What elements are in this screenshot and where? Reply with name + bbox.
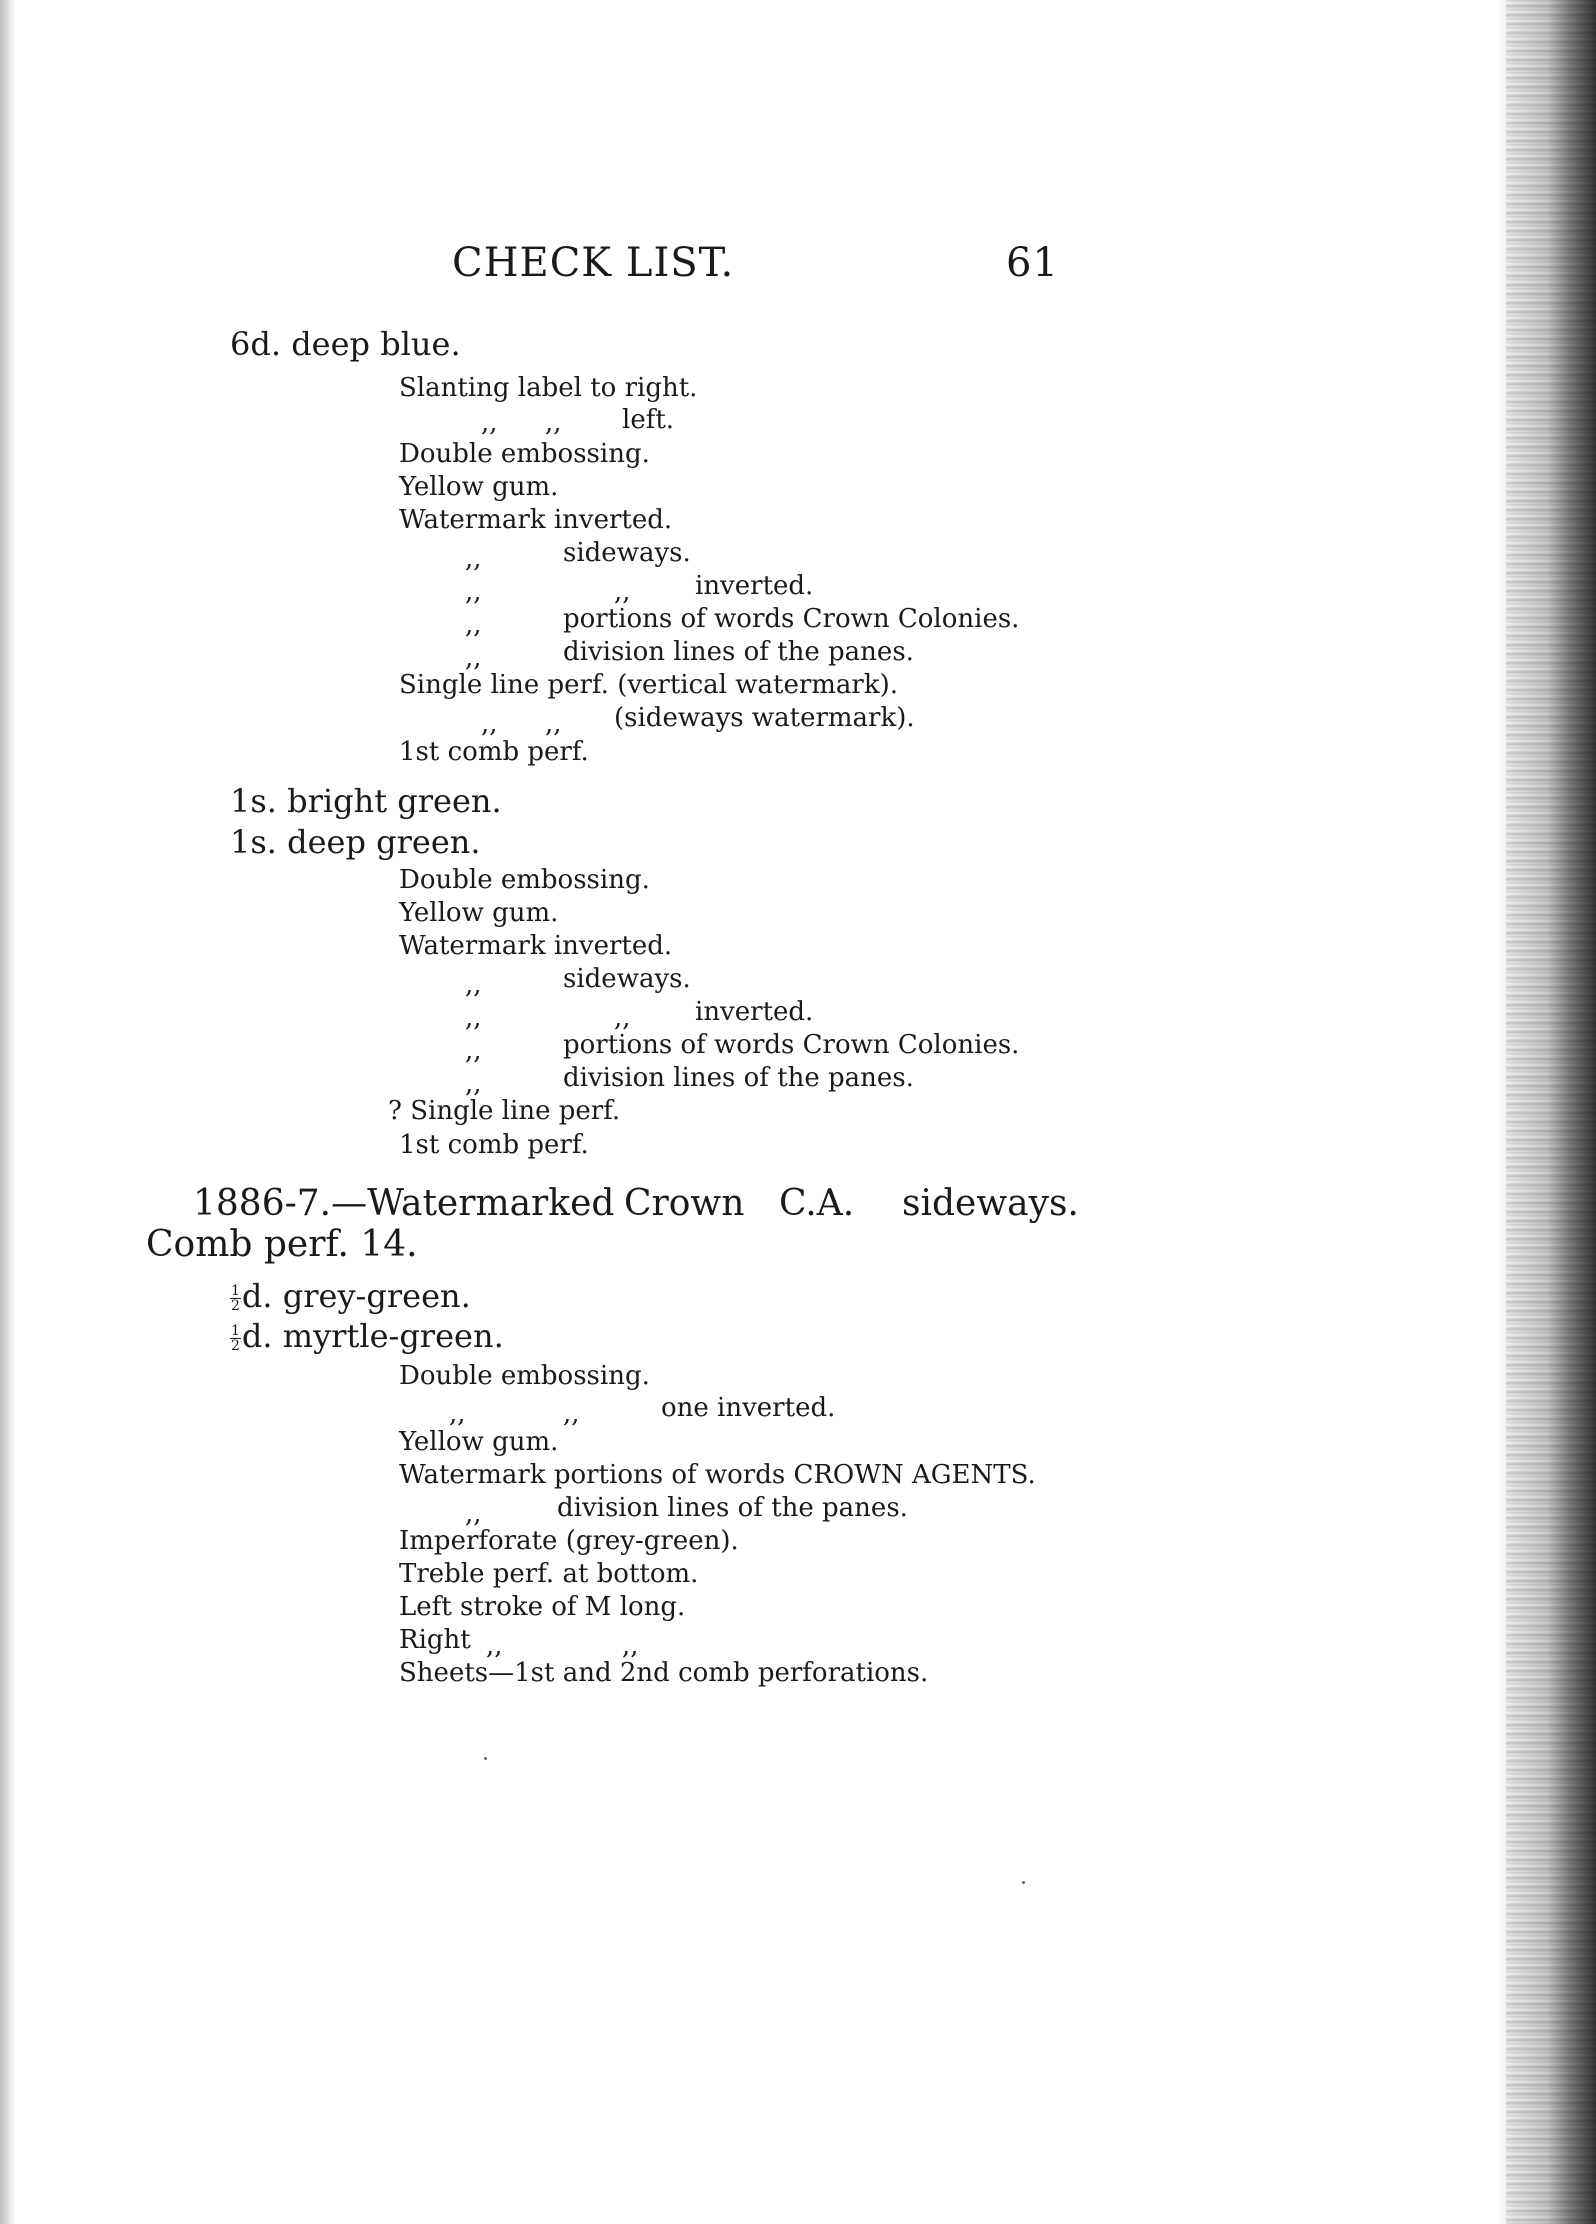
scan-speck (484, 1757, 487, 1760)
variety-line: left. (622, 405, 675, 435)
entry-6d-deep-blue-title: 6d. deep blue. (230, 325, 461, 363)
variety-line: Double embossing. (399, 439, 650, 469)
variety-line: division lines of the panes. (563, 1063, 914, 1093)
variety-line: Sheets—1st and 2nd comb perforations. (399, 1658, 929, 1688)
variety-line: Slanting label to right. (399, 373, 698, 403)
entry-half-d-myrtle-green: $\frac{1}{2}$ d. myrtle-green. (231, 1317, 504, 1355)
entry-half-d-grey-green: $\frac{1}{2}$ d. grey-green. (231, 1277, 471, 1315)
ditto-mark: ,, (486, 1631, 503, 1661)
ditto-mark: ,, (449, 1399, 466, 1429)
variety-line: one inverted. (661, 1393, 836, 1423)
half-fraction: $\frac{1}{2}$ (231, 1283, 240, 1314)
variety-line: (sideways watermark). (614, 703, 915, 733)
issue-heading-ca: C.A. (779, 1183, 855, 1224)
page-left-edge (0, 0, 16, 2224)
ditto-mark: ,, (465, 1069, 482, 1099)
ditto-mark: ,, (614, 1003, 631, 1033)
variety-line: ? Single line perf. (388, 1096, 621, 1126)
issue-heading-crown: Crown (624, 1183, 745, 1224)
ditto-mark: ,, (563, 1399, 580, 1429)
variety-line: Watermark inverted. (399, 931, 673, 961)
variety-line: Yellow gum. (399, 1427, 559, 1457)
ditto-mark: ,, (465, 643, 482, 673)
issue-heading-perf: Comb perf. 14. (146, 1224, 418, 1265)
ditto-mark: ,, (545, 709, 562, 739)
half-fraction: $\frac{1}{2}$ (231, 1323, 240, 1354)
variety-line: Left stroke of M long. (399, 1592, 686, 1622)
ditto-mark: ,, (481, 709, 498, 739)
ditto-mark: ,, (465, 970, 482, 1000)
ditto-mark: ,, (465, 577, 482, 607)
variety-line: Watermark portions of words CROWN AGENTS. (399, 1460, 1036, 1490)
ditto-mark: ,, (614, 577, 631, 607)
ditto-mark: ,, (465, 544, 482, 574)
variety-line: Treble perf. at bottom. (399, 1559, 699, 1589)
ditto-mark: ,, (545, 408, 562, 438)
variety-line: Yellow gum. (399, 472, 559, 502)
variety-line: division lines of the panes. (557, 1493, 908, 1523)
page-number: 61 (1006, 240, 1059, 286)
issue-heading-sideways: sideways. (902, 1183, 1079, 1224)
ditto-mark: ,, (465, 1003, 482, 1033)
ditto-mark: ,, (465, 610, 482, 640)
ditto-mark: ,, (465, 1499, 482, 1529)
ditto-mark: ,, (622, 1631, 639, 1661)
scan-speck (1022, 1881, 1025, 1884)
variety-line: division lines of the panes. (563, 637, 914, 667)
variety-line: Imperforate (grey-green). (399, 1526, 739, 1556)
book-spine-edge (1506, 0, 1596, 2224)
ditto-mark: ,, (465, 1036, 482, 1066)
variety-line: 1st comb perf. (399, 737, 589, 767)
variety-line: inverted. (695, 997, 814, 1027)
entry-1s-bright-green-title: 1s. bright green. (230, 782, 502, 820)
variety-line: sideways. (563, 964, 691, 994)
ditto-mark: ,, (481, 408, 498, 438)
variety-line: inverted. (695, 571, 814, 601)
issue-heading-1886: 1886-7.—Watermarked (193, 1183, 615, 1224)
variety-line: portions of words Crown Colonies. (563, 1030, 1020, 1060)
page-title: CHECK LIST. (452, 240, 735, 286)
variety-line: sideways. (563, 538, 691, 568)
variety-line: Double embossing. (399, 1361, 650, 1391)
variety-line: Yellow gum. (399, 898, 559, 928)
variety-line: Single line perf. (vertical watermark). (399, 670, 899, 700)
variety-line: Double embossing. (399, 865, 650, 895)
variety-line: portions of words Crown Colonies. (563, 604, 1020, 634)
variety-line: 1st comb perf. (399, 1130, 589, 1160)
variety-line: Watermark inverted. (399, 505, 673, 535)
variety-line: Right (399, 1625, 471, 1655)
entry-1s-deep-green-title: 1s. deep green. (230, 823, 481, 861)
